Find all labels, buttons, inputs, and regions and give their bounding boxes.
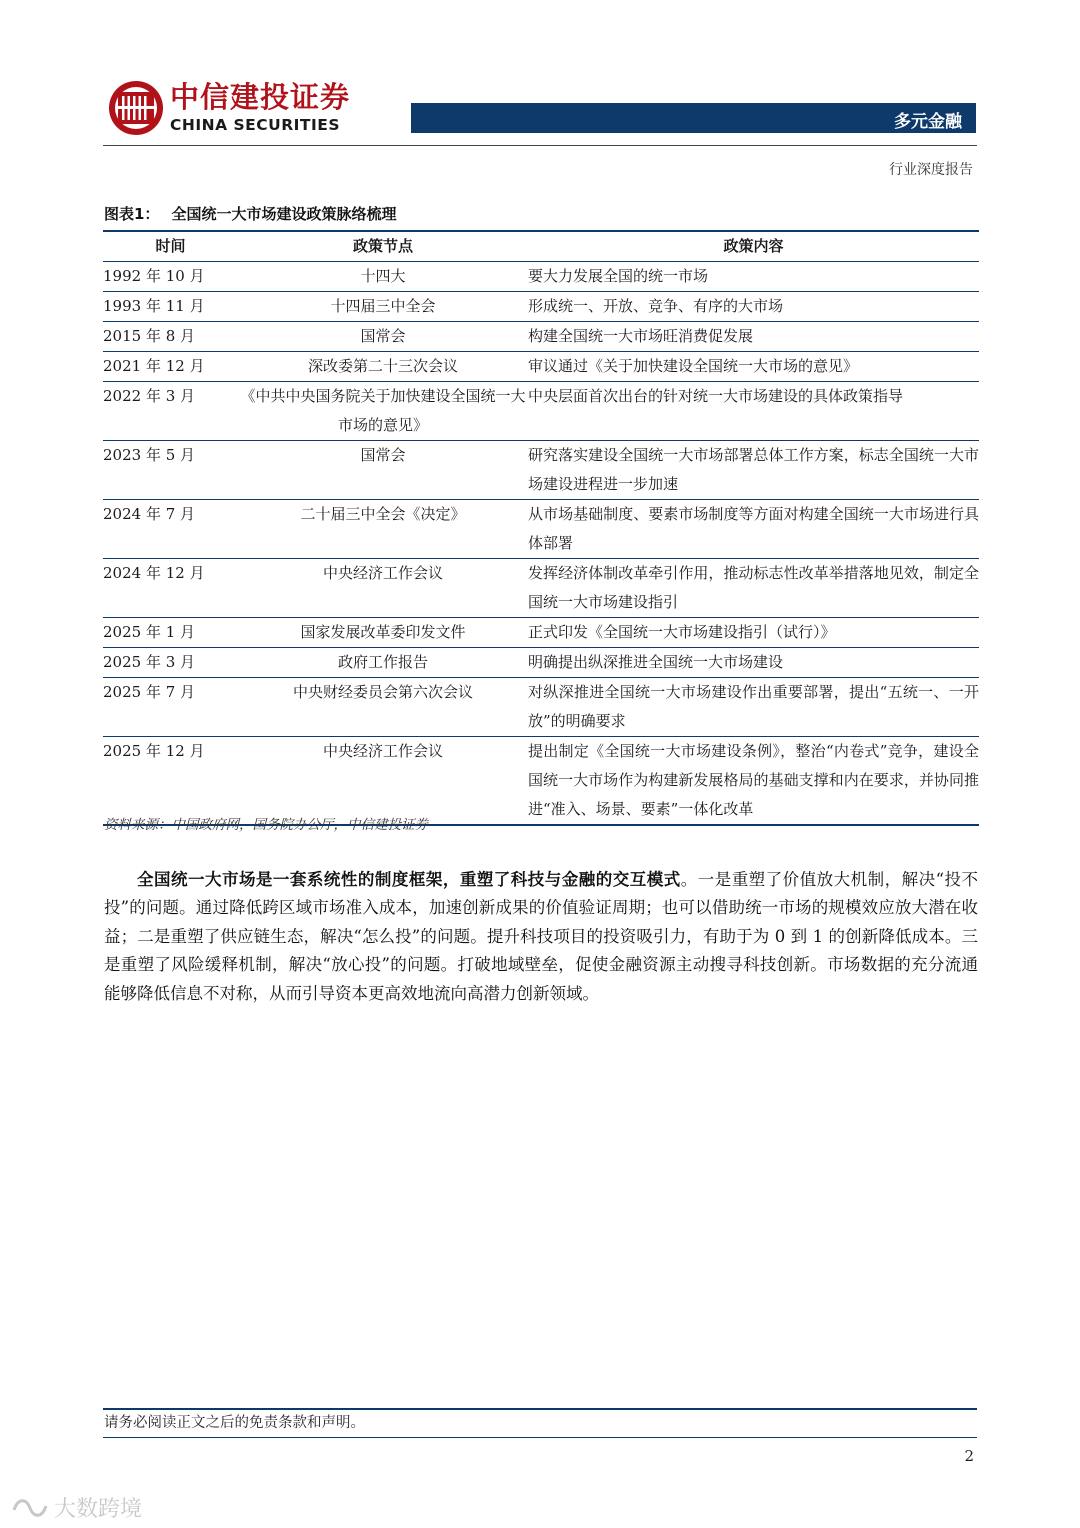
cell-content: 研究落实建设全国统一大市场部署总体工作方案，标志全国统一大市场建设进程进一步加速: [528, 441, 979, 500]
cell-time: 2015 年 8 月: [103, 322, 238, 352]
figure-source: 资料来源：中国政府网，国务院办公厅，中信建投证券: [104, 817, 428, 833]
cell-content: 正式印发《全国统一大市场建设指引（试行）》: [528, 618, 979, 648]
cell-node: 中央经济工作会议: [238, 737, 528, 826]
table-row: [103, 618, 979, 648]
figure-title: [104, 203, 396, 224]
figure-title-text: 全国统一大市场建设政策脉络梳理: [171, 205, 397, 223]
table-row: [103, 500, 979, 559]
table-header-row: [103, 231, 979, 262]
cell-content: 审议通过《关于加快建设全国统一大市场的意见》: [528, 352, 979, 382]
cell-time: 2025 年 1 月: [103, 618, 238, 648]
cell-content: 从市场基础制度、要素市场制度等方面对构建全国统一大市场进行具体部署: [528, 500, 979, 559]
body-paragraph: [104, 866, 978, 1009]
cell-content: 对纵深推进全国统一大市场建设作出重要部署，提出“五统一、一开放”的明确要求: [528, 678, 979, 737]
logo-english-name: CHINA SECURITIES: [170, 116, 340, 134]
cell-node: 《中共中央国务院关于加快建设全国统一大市场的意见》: [238, 382, 528, 441]
cell-content: 要大力发展全国的统一市场: [528, 262, 979, 292]
body-text-rest: 。一是重塑了价值放大机制，解决“投不投”的问题。通过降低跨区域市场准入成本，加速创新成果的价值验证周期；也可以借助统一市场的规模效应放大潜在收益；二是重塑了供应链生态，解决“怎么投”的问题。提升科技项目的投资吸引力，有助于为 0 到 1 的创新降低成本。三是重塑了风险缓释机制，解决“放心投”的问题。打破地域壁垒，促使金融资源主动搜寻科技创新。市场数据的充分流通能够降低信息不对称，从而引导资本更高效地流向高潜力创新领域。: [104, 869, 979, 1003]
cell-node: 中央财经委员会第六次会议: [238, 678, 528, 737]
cell-time: 1993 年 11 月: [103, 292, 238, 322]
column-header-content: 政策内容: [528, 231, 979, 262]
cell-node: 深改委第二十三次会议: [238, 352, 528, 382]
cell-node: 国常会: [238, 441, 528, 500]
disclaimer-link: 请务必阅读正文之后的免责条款和声明。: [104, 1415, 365, 1431]
cell-content: 提出制定《全国统一大市场建设条例》，整治“内卷式”竞争，建设全国统一大市场作为构建新发展格局的基础支撑和内在要求，并协同推进“准入、场景、要素”一体化改革: [528, 737, 979, 826]
cell-time: 2024 年 12 月: [103, 559, 238, 618]
logo-chinese-name: 中信建投证券: [170, 80, 351, 114]
table-row: [103, 352, 979, 382]
cell-node: 二十届三中全会《决定》: [238, 500, 528, 559]
cell-time: 2021 年 12 月: [103, 352, 238, 382]
cell-content: 中央层面首次出台的针对统一大市场建设的具体政策指导: [528, 382, 979, 441]
report-type: 行业深度报告: [889, 162, 973, 178]
footer-divider-bottom: [103, 1437, 977, 1438]
table-row: [103, 648, 979, 678]
table-row: [103, 559, 979, 618]
cell-content: 形成统一、开放、竞争、有序的大市场: [528, 292, 979, 322]
sector-banner: [411, 103, 976, 133]
cell-node: 国家发展改革委印发文件: [238, 618, 528, 648]
table-row: [103, 737, 979, 826]
cell-time: 2025 年 7 月: [103, 678, 238, 737]
table-row: [103, 678, 979, 737]
cell-content: 明确提出纵深推进全国统一大市场建设: [528, 648, 979, 678]
cell-content: 构建全国统一大市场旺消费促发展: [528, 322, 979, 352]
cell-node: 国常会: [238, 322, 528, 352]
watermark-logo-icon: [12, 1496, 48, 1520]
table-row: [103, 262, 979, 292]
company-logo-icon: [108, 80, 164, 136]
table-row: [103, 382, 979, 441]
table-body: [103, 262, 979, 826]
header-divider: [103, 145, 977, 146]
table-row: [103, 441, 979, 500]
figure-label: 图表1：: [104, 205, 160, 223]
cell-node: 中央经济工作会议: [238, 559, 528, 618]
column-header-time: 时间: [103, 231, 238, 262]
sector-label: 多元金融: [894, 112, 962, 132]
cell-time: 2025 年 3 月: [103, 648, 238, 678]
column-header-node: 政策节点: [238, 231, 528, 262]
cell-time: 1992 年 10 月: [103, 262, 238, 292]
table-row: [103, 322, 979, 352]
watermark-text: 大数跨境: [54, 1497, 143, 1522]
cell-node: 十四大: [238, 262, 528, 292]
policy-table: [103, 230, 979, 826]
cell-content: 发挥经济体制改革牵引作用，推动标志性改革举措落地见效，制定全国统一大市场建设指引: [528, 559, 979, 618]
watermark: [12, 1492, 142, 1523]
cell-time: 2022 年 3 月: [103, 382, 238, 441]
footer-divider-top: [103, 1408, 977, 1410]
cell-time: 2023 年 5 月: [103, 441, 238, 500]
page-number: 2: [964, 1447, 974, 1465]
cell-node: 政府工作报告: [238, 648, 528, 678]
cell-time: 2024 年 7 月: [103, 500, 238, 559]
table-row: [103, 292, 979, 322]
cell-time: 2025 年 12 月: [103, 737, 238, 826]
cell-node: 十四届三中全会: [238, 292, 528, 322]
body-lead-bold: 全国统一大市场是一套系统性的制度框架，重塑了科技与金融的交互模式: [137, 869, 681, 889]
